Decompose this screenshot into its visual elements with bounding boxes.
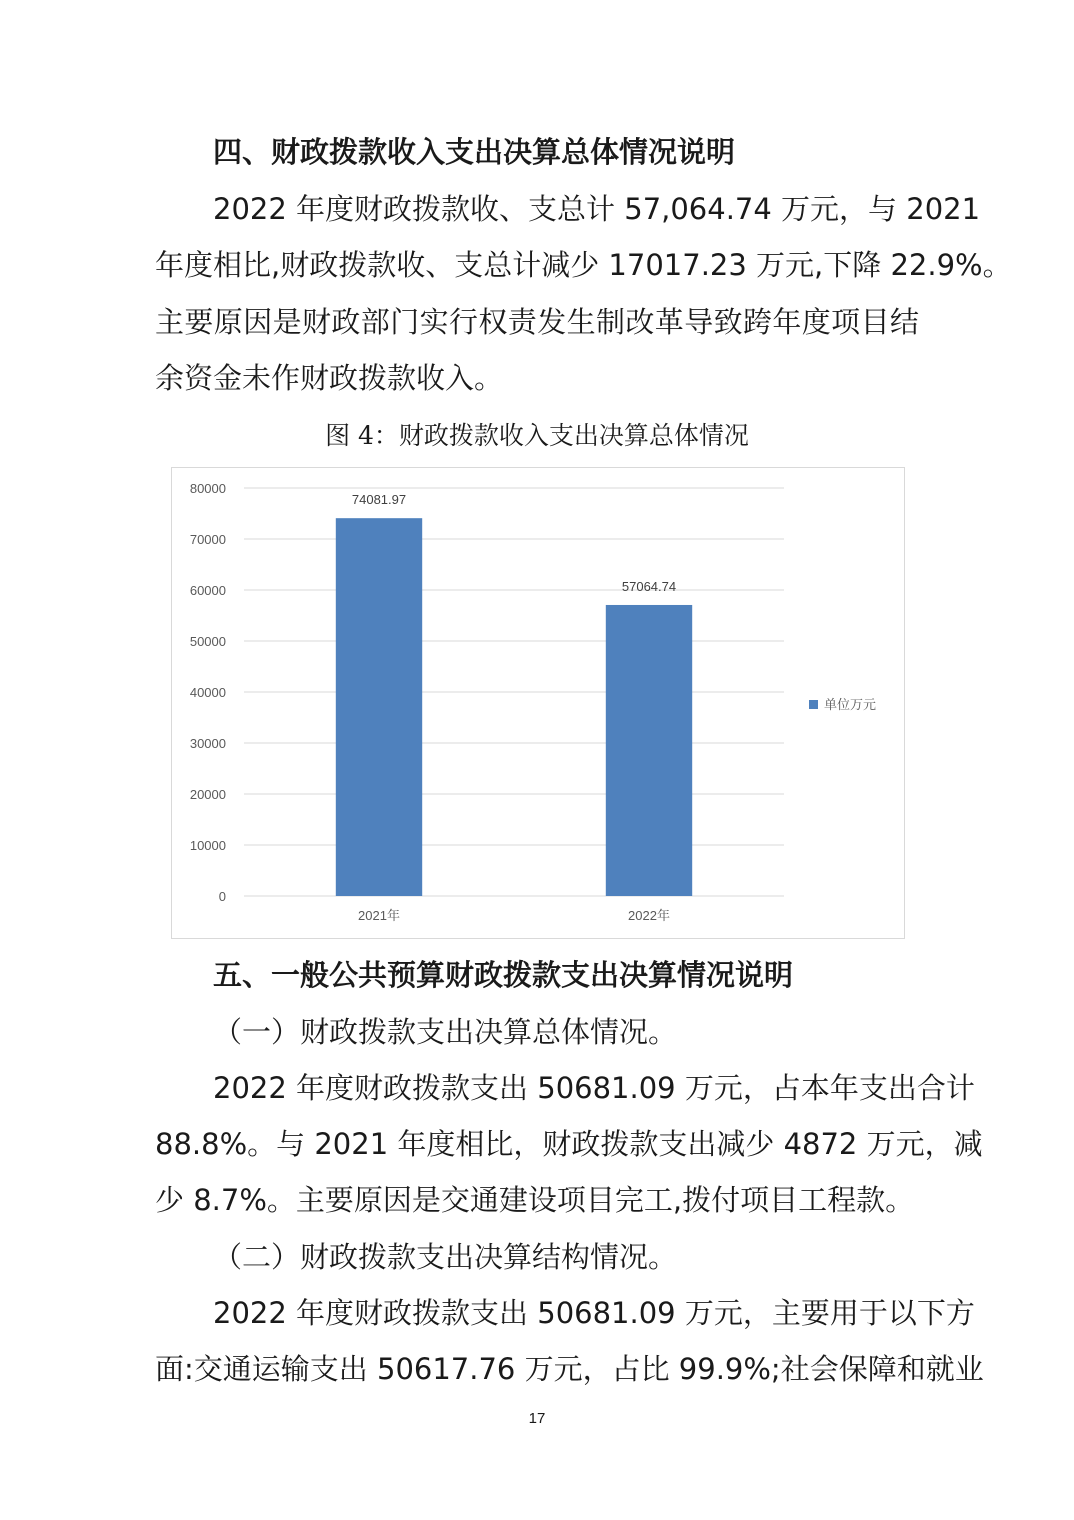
subsection-1-title: （一）财政拨款支出决算总体情况。: [213, 1015, 678, 1049]
y-tick-label: 30000: [189, 736, 226, 751]
section-5-heading: 五、一般公共预算财政拨款支出决算情况说明: [213, 958, 794, 992]
x-tick-label: 2021年: [358, 908, 400, 923]
bar: [336, 518, 422, 896]
bar-chart: [172, 468, 904, 938]
paragraph-1-line-4: 余资金未作财政拨款收入。: [155, 361, 504, 395]
y-tick-label: 70000: [189, 532, 226, 547]
bar-data-label: 74081.97: [351, 492, 407, 508]
figure-caption: 图 4：财政拨款收入支出决算总体情况: [325, 421, 749, 450]
y-tick-label: 80000: [189, 481, 226, 496]
legend-swatch: [809, 700, 818, 709]
paragraph-2-line-3: 少 8.7%。主要原因是交通建设项目完工,拨付项目工程款。: [155, 1183, 915, 1217]
paragraph-2-line-1: 2022 年度财政拨款支出 50681.09 万元，占本年支出合计: [213, 1071, 975, 1105]
y-tick-label: 40000: [189, 685, 226, 700]
paragraph-1-line-2: 年度相比,财政拨款收、支总计减少 17017.23 万元,下降 22.9%。: [155, 248, 1012, 282]
y-tick-label: 20000: [189, 787, 226, 802]
paragraph-3-line-2: 面:交通运输支出 50617.76 万元，占比 99.9%;社会保障和就业: [155, 1352, 984, 1386]
paragraph-1-line-1: 2022 年度财政拨款收、支总计 57,064.74 万元，与 2021: [213, 192, 981, 226]
y-tick-label: 0: [218, 889, 226, 904]
legend-label: 单位万元: [824, 697, 877, 712]
paragraph-3-line-1: 2022 年度财政拨款支出 50681.09 万元，主要用于以下方: [213, 1296, 975, 1330]
page-number: 17: [528, 1410, 546, 1427]
bar-data-label: 57064.74: [621, 578, 677, 594]
y-tick-label: 60000: [189, 583, 226, 598]
bar: [606, 605, 692, 896]
subsection-2-title: （二）财政拨款支出决算结构情况。: [213, 1240, 678, 1274]
x-tick-label: 2022年: [628, 908, 670, 923]
section-4-heading: 四、财政拨款收入支出决算总体情况说明: [213, 135, 736, 169]
y-tick-label: 50000: [189, 634, 226, 649]
bar-chart-container: [171, 467, 905, 939]
paragraph-2-line-2: 88.8%。与 2021 年度相比，财政拨款支出减少 4872 万元，减: [155, 1127, 983, 1161]
y-tick-label: 10000: [189, 838, 226, 853]
paragraph-1-line-3: 主要原因是财政部门实行权责发生制改革导致跨年度项目结: [155, 305, 919, 339]
